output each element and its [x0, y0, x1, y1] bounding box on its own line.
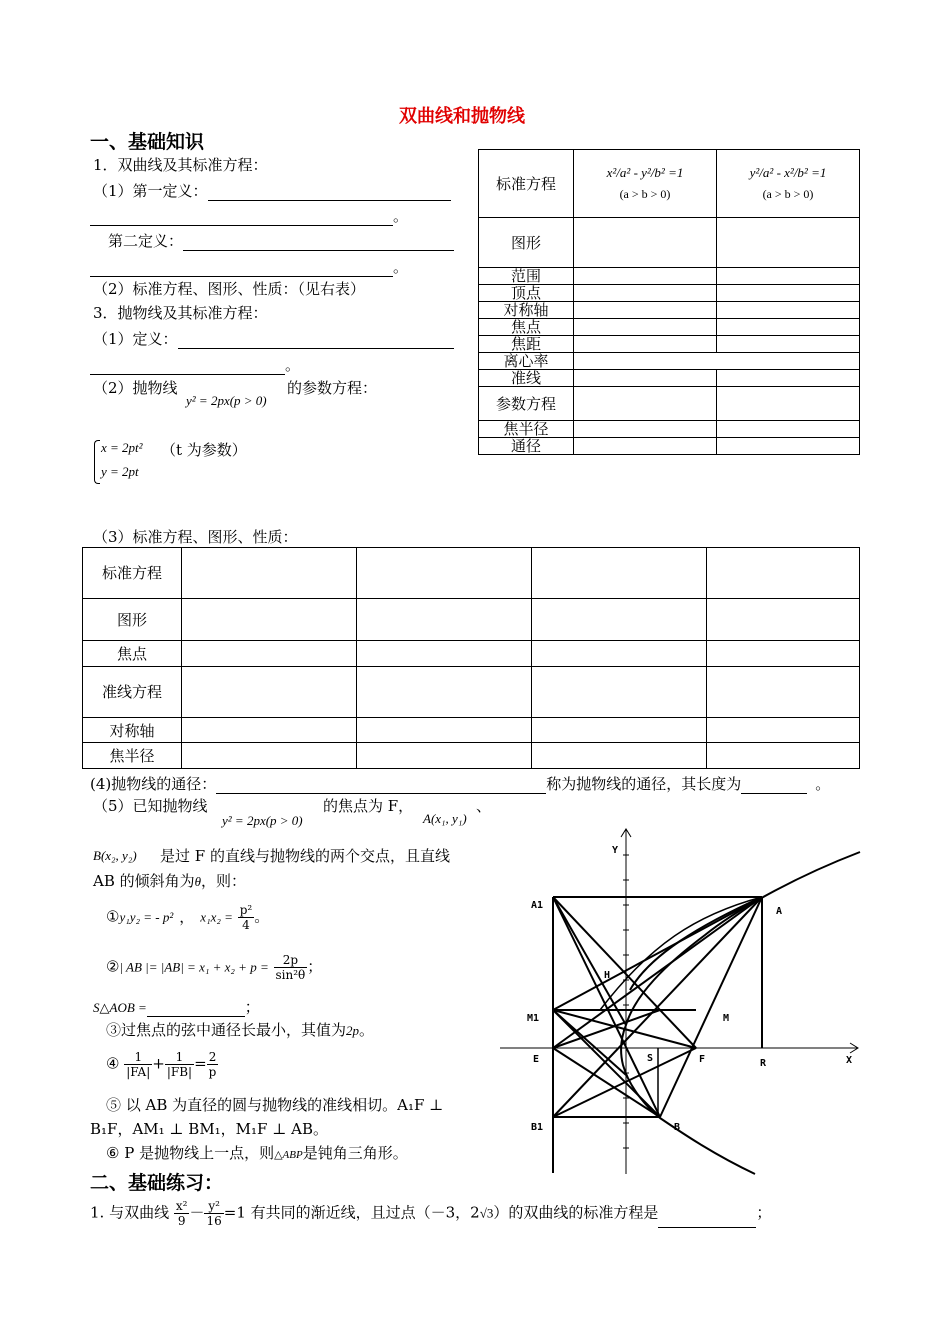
parabola-row-label: 标准方程: [83, 548, 182, 599]
section-heading-exercises: 二、基础练习：: [90, 1172, 224, 1194]
label-y: Y: [612, 845, 619, 856]
parabola-focal-chord-figure: [500, 825, 862, 1175]
hyper-eq1-cell: [574, 150, 717, 218]
numerator: 1: [165, 1050, 194, 1065]
table-cell: [532, 667, 707, 718]
property-2: [106, 953, 322, 982]
table-cell: [574, 268, 717, 285]
table-cell: [574, 218, 717, 268]
numerator: 1: [124, 1050, 152, 1065]
property-5-cont: B₁F，AM₁ ⊥ BM₁，M₁F ⊥ AB。: [90, 1120, 328, 1138]
denominator: |FB|: [166, 1065, 193, 1079]
property-6-a: ⑥ P 是抛物线上一点，则: [106, 1144, 275, 1162]
table-cell: [574, 370, 717, 387]
numerator: 2: [207, 1050, 219, 1065]
first-definition-line: [93, 180, 451, 201]
standard-eq-note: （2）标准方程、图形、性质：（见右表）: [93, 280, 366, 298]
area-line: [93, 996, 260, 1017]
param-note: （t 为参数）: [161, 441, 247, 459]
table-cell: [574, 302, 717, 319]
hyper-row-label: 焦半径: [479, 421, 574, 438]
table-cell: [717, 302, 860, 319]
exercise-1-d: ；: [756, 1203, 772, 1222]
latus-label: (4)抛物线的通径：: [90, 775, 217, 793]
table-cell: [707, 667, 860, 718]
p5-angle-label: AB 的倾斜角为: [93, 872, 195, 890]
parabola-row-label: 准线方程: [83, 667, 182, 718]
point-b: B(x₂, y₂): [93, 848, 137, 863]
hyper-eq2: y²/a² - x²/b² =1: [749, 165, 827, 180]
hyper-row-label: 标准方程: [479, 150, 574, 218]
second-definition-label: 第二定义：: [108, 232, 184, 250]
denominator: p: [208, 1065, 217, 1079]
property-6-b: 是钝角三角形。: [302, 1144, 408, 1162]
hyper-row-label: 对称轴: [479, 302, 574, 319]
hyperbola-heading: 1．双曲线及其标准方程：: [93, 156, 268, 174]
label-a1: A1: [531, 900, 544, 911]
exercise-1-c: ）的双曲线的标准方程是: [493, 1203, 659, 1222]
table-cell: [717, 438, 860, 455]
parabola-row-label: 焦半径: [83, 743, 182, 769]
table-cell: [574, 387, 717, 421]
period: 。: [393, 207, 409, 225]
table-cell: [717, 421, 860, 438]
hyper-row-label: 焦距: [479, 336, 574, 353]
table-cell: [182, 548, 357, 599]
p5-angle: [93, 870, 246, 891]
table-cell: [574, 336, 717, 353]
table-cell: [532, 718, 707, 743]
property-3-text: ③过焦点的弦中通径长最小，其值为: [106, 1021, 347, 1039]
latus-text: 称为抛物线的通径，其长度为: [546, 775, 742, 793]
label-a: A: [776, 906, 783, 917]
blank: [183, 236, 454, 251]
property-4: ④ $\frac{1}{|FA|}$ + $\frac{1}{|FB|}$ = $\frac{2}{p}$: [106, 1050, 217, 1079]
table-cell: [574, 319, 717, 336]
denominator: 4: [242, 918, 250, 932]
property-1-a: y₁y₂ = - p²: [119, 909, 174, 925]
table-cell: [532, 743, 707, 769]
area-end: ；: [244, 998, 260, 1016]
blank: [90, 262, 393, 277]
label-m1: M1: [527, 1013, 540, 1024]
hyper-row-label: 参数方程: [479, 387, 574, 421]
hyper-row-label: 离心率: [479, 353, 574, 370]
blank: [208, 186, 451, 201]
label-f: F: [699, 1054, 706, 1065]
label-h: H: [604, 970, 611, 981]
label-s: S: [647, 1053, 654, 1064]
p5-equation: y² = 2px(p > 0): [222, 813, 303, 828]
hyper-eq2-cell: [717, 150, 860, 218]
property-1-end: 。: [254, 907, 270, 926]
fraction: [165, 1050, 194, 1079]
parabola-row-label: 焦点: [83, 641, 182, 667]
hyper-row-label: 图形: [479, 218, 574, 268]
table-cell: [182, 641, 357, 667]
table-cell: [357, 548, 532, 599]
parabola-row-label: 对称轴: [83, 718, 182, 743]
hyper-row-label: 顶点: [479, 285, 574, 302]
blank: [658, 1213, 756, 1228]
fraction: [174, 1199, 190, 1228]
exercise-1: [90, 1199, 771, 1228]
hyper-row-label: 范围: [479, 268, 574, 285]
table-cell: [182, 743, 357, 769]
p5-intro: （5）已知抛物线: [93, 797, 208, 815]
parabola-curve: [621, 852, 860, 1174]
parabola-definition-label: （1）定义：: [93, 330, 178, 348]
denominator: sin²θ: [275, 968, 306, 982]
parabola-definition-cont: [90, 354, 300, 375]
second-definition-cont: [90, 256, 408, 277]
table-cell: [357, 599, 532, 641]
table-cell: [532, 599, 707, 641]
table-cell: [707, 743, 860, 769]
table-cell: [717, 285, 860, 302]
area-label: S△AOB =: [93, 1000, 147, 1015]
param-eq-y: y = 2pt: [101, 464, 139, 479]
table-cell: [182, 667, 357, 718]
numerator: p²: [239, 903, 253, 917]
p5-line: 是过 F 的直线与抛物线的两个交点，且直线: [160, 847, 450, 865]
param-brace: [94, 440, 100, 484]
label-x: X: [846, 1055, 853, 1066]
latus-rectum-line: [90, 773, 830, 794]
table-cell: [357, 667, 532, 718]
parabola-definition-line: [93, 328, 454, 349]
hyper-eq2-cond: (a > b > 0): [762, 187, 814, 201]
table-cell: [182, 718, 357, 743]
blank: [741, 779, 807, 794]
hyper-eq1: x²/a² - y²/b² =1: [606, 165, 684, 180]
blank: [178, 334, 454, 349]
table-cell: [717, 370, 860, 387]
table-cell: [357, 718, 532, 743]
param-label-a: （2）抛物线: [93, 379, 178, 397]
table-cell: [717, 319, 860, 336]
p5-angle-end: ，则：: [201, 872, 247, 890]
table-cell: [717, 387, 860, 421]
label-e: E: [533, 1054, 540, 1065]
parabola-heading: 3．抛物线及其标准方程：: [93, 304, 268, 322]
hyper-row-label: 通径: [479, 438, 574, 455]
label-m: M: [723, 1013, 730, 1024]
property-6: [106, 1142, 408, 1163]
fraction: [207, 1050, 219, 1079]
blank: [90, 211, 393, 226]
label-b: B: [674, 1122, 681, 1133]
first-definition-label: （1）第一定义：: [93, 182, 208, 200]
property-2-a: | AB |= |AB| = x₁ + x₂ + p =: [119, 959, 269, 975]
numerator: y²: [204, 1199, 223, 1214]
property-2-end: ；: [307, 957, 323, 976]
first-definition-cont: [90, 205, 408, 226]
numerator: x²: [175, 1199, 188, 1213]
exercise-1-a: 1. 与双曲线: [90, 1203, 170, 1222]
numerator: 2p: [274, 953, 308, 968]
page-title: 双曲线和抛物线: [399, 106, 525, 127]
fraction: [274, 953, 308, 982]
triangle-abp: △ABP: [274, 1149, 303, 1161]
param-eq-x: x = 2pt²: [101, 440, 143, 455]
blank: [147, 1002, 245, 1017]
table-cell: [357, 743, 532, 769]
table-cell: [707, 599, 860, 641]
property-5: ⑤ 以 AB 为直径的圆与抛物线的准线相切。A₁F ⊥: [106, 1096, 444, 1114]
exercise-1-b: =1 有共同的渐近线，且过点（－3，2: [223, 1203, 480, 1222]
period: 。: [393, 258, 409, 276]
fraction: [124, 1050, 152, 1079]
label-b1: B1: [531, 1122, 544, 1133]
table-cell: [574, 285, 717, 302]
property-3-end: 。: [359, 1021, 375, 1039]
table-cell: [532, 641, 707, 667]
property-number: ④: [106, 1054, 120, 1073]
minus: －: [189, 1203, 205, 1222]
property-3: [106, 1019, 374, 1040]
hyper-eq1-cond: (a > b > 0): [619, 187, 671, 201]
property-number: ②: [106, 957, 120, 976]
table-cell: [574, 421, 717, 438]
parabola-table: [82, 547, 860, 769]
property-number: ①: [106, 907, 120, 926]
latus-end: 。: [815, 775, 831, 793]
hyper-row-label: 准线: [479, 370, 574, 387]
table-cell: [707, 641, 860, 667]
hyperbola-table: [478, 149, 860, 455]
fraction: [238, 903, 255, 932]
table-cell: [717, 268, 860, 285]
table-cell: [707, 718, 860, 743]
table-cell: [182, 599, 357, 641]
p5-focus: 的焦点为 F，: [323, 797, 414, 815]
point-a: A(x₁, y₁): [423, 811, 467, 826]
table-cell: [707, 548, 860, 599]
param-label-b: 的参数方程：: [287, 379, 378, 397]
sqrt-3: √3: [479, 1205, 494, 1221]
table-cell: [717, 218, 860, 268]
table-cell: [357, 641, 532, 667]
section-heading-basics: 一、基础知识: [90, 131, 205, 153]
property-1-b: x₁x₂ =: [200, 909, 233, 925]
hyper-row-label: 焦点: [479, 319, 574, 336]
denominator: 16: [206, 1214, 222, 1228]
period: 。: [285, 356, 301, 374]
denominator: 9: [177, 1214, 186, 1228]
table-cell: [574, 353, 860, 370]
theta: θ: [194, 874, 202, 889]
table-cell: [717, 336, 860, 353]
blank: [90, 360, 285, 375]
table-cell: [532, 548, 707, 599]
parabola-equation: y² = 2px(p > 0): [186, 393, 267, 408]
parabola-table-caption: （3）标准方程、图形、性质：: [93, 528, 298, 546]
label-r: R: [760, 1058, 767, 1069]
table-cell: [574, 438, 717, 455]
blank: [216, 779, 546, 794]
denominator: |FA|: [126, 1065, 151, 1079]
parabola-row-label: 图形: [83, 599, 182, 641]
second-definition-line: [108, 230, 454, 251]
property-1: ①y₁y₂ = - p² ， x₁x₂ = $\frac{\text{p²}}{4}$ 。: [106, 903, 270, 932]
p5-sep: 、: [476, 797, 492, 815]
property-3-val: 2p: [346, 1023, 360, 1038]
fraction: [204, 1199, 223, 1228]
